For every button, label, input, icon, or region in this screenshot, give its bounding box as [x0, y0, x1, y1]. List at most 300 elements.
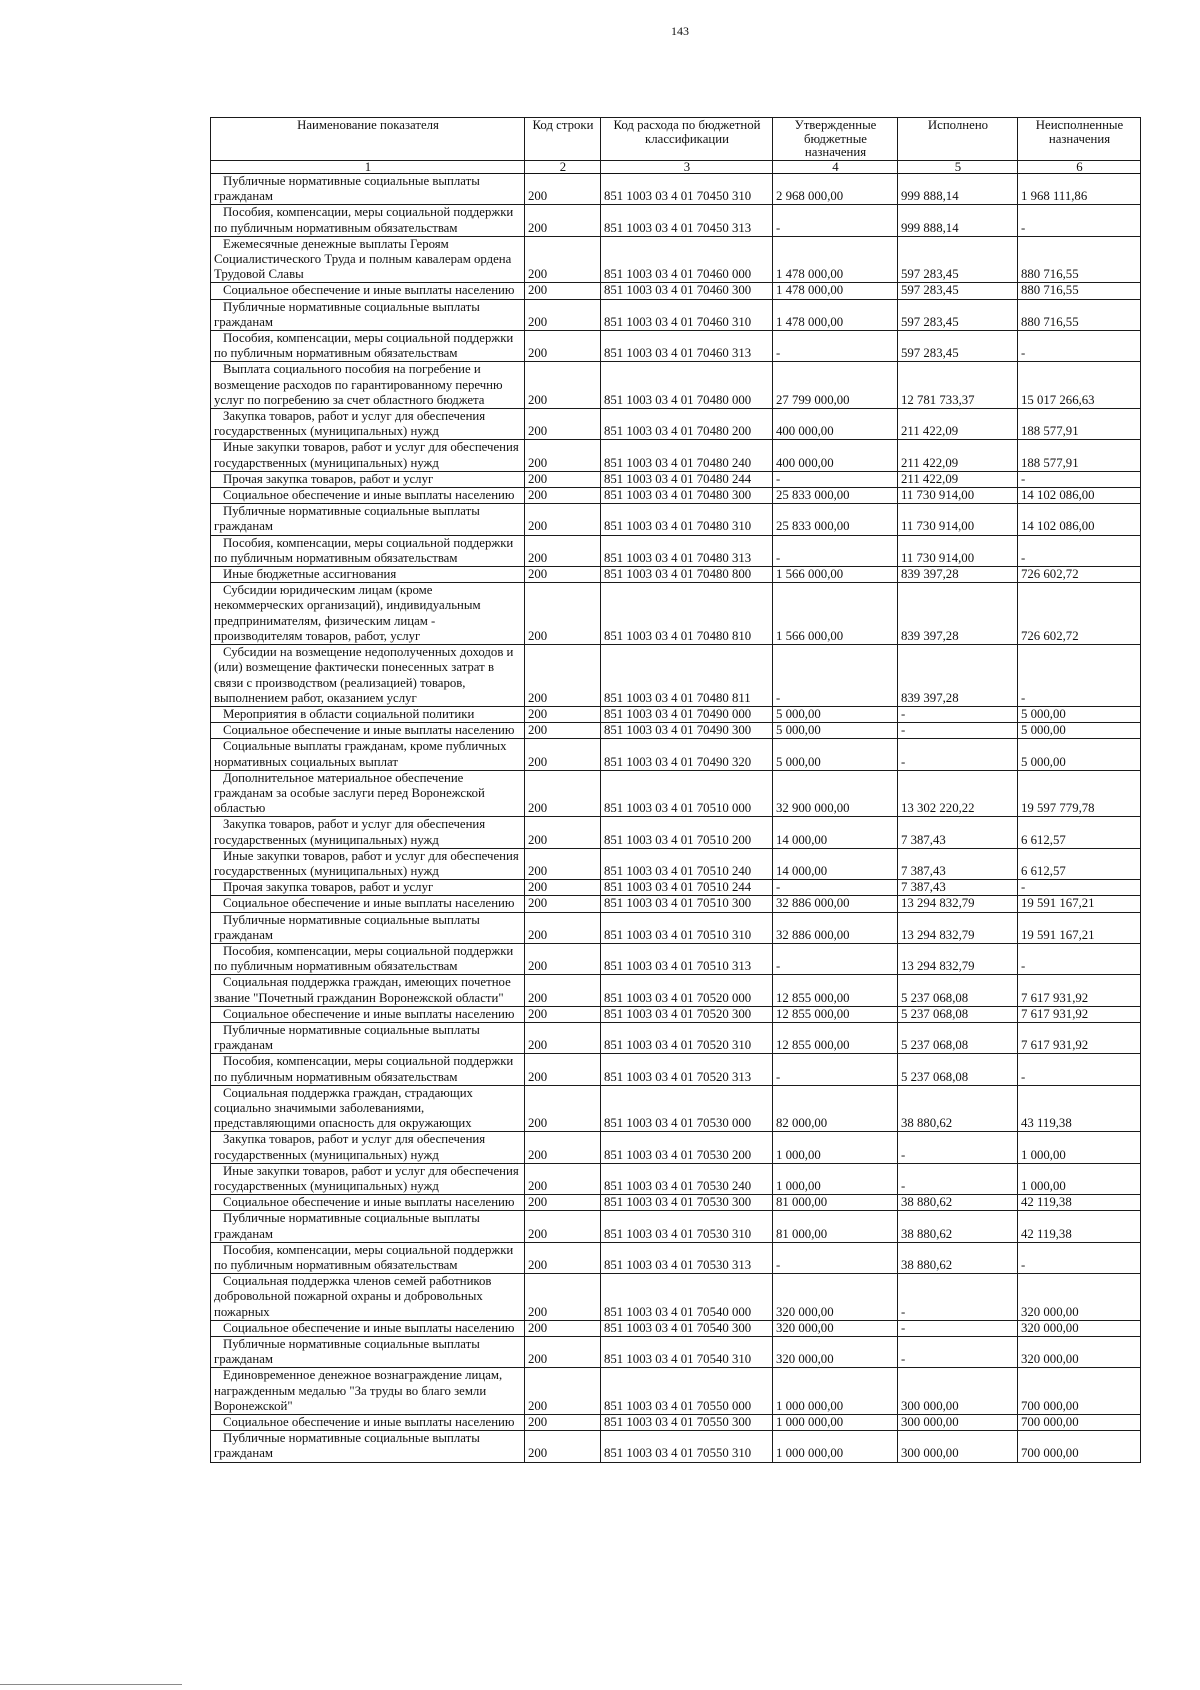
cell-indicator-name: Дополнительное материальное обеспечение гражданам за особые заслуги перед Воронежской областью: [211, 770, 525, 817]
cell-executed: 839 397,28: [898, 645, 1018, 707]
cell-indicator-name: Социальное обеспечение и иные выплаты населению: [211, 723, 525, 739]
cell-executed: 11 730 914,00: [898, 488, 1018, 504]
cell-indicator-name: Социальные выплаты гражданам, кроме публичных нормативных социальных выплат: [211, 739, 525, 770]
cell-line-code: 200: [525, 205, 601, 236]
cell-budget-code: 851 1003 03 4 01 70530 200: [601, 1132, 773, 1163]
cell-indicator-name: Социальное обеспечение и иные выплаты населению: [211, 896, 525, 912]
cell-executed: -: [898, 706, 1018, 722]
cell-unexecuted: 7 617 931,92: [1018, 975, 1141, 1006]
budget-execution-table: [210, 117, 1141, 1463]
cell-indicator-name: Пособия, компенсации, меры социальной поддержки по публичным нормативным обязательствам: [211, 331, 525, 362]
cell-unexecuted: 5 000,00: [1018, 723, 1141, 739]
cell-approved: 1 478 000,00: [773, 236, 898, 283]
cell-indicator-name: Ежемесячные денежные выплаты Героям Социалистического Труда и полным кавалерам ордена Трудовой Славы: [211, 236, 525, 283]
cell-budget-code: 851 1003 03 4 01 70520 000: [601, 975, 773, 1006]
table-row: [211, 236, 1141, 283]
cell-approved: 1 478 000,00: [773, 283, 898, 299]
cell-executed: 839 397,28: [898, 583, 1018, 645]
cell-unexecuted: 7 617 931,92: [1018, 1022, 1141, 1053]
cell-line-code: 200: [525, 362, 601, 409]
cell-indicator-name: Социальное обеспечение и иные выплаты населению: [211, 488, 525, 504]
cell-unexecuted: 880 716,55: [1018, 299, 1141, 330]
table-row: [211, 1132, 1141, 1163]
table-row: [211, 409, 1141, 440]
cell-unexecuted: 5 000,00: [1018, 706, 1141, 722]
cell-executed: 38 880,62: [898, 1242, 1018, 1273]
cell-budget-code: 851 1003 03 4 01 70530 313: [601, 1242, 773, 1273]
cell-budget-code: 851 1003 03 4 01 70510 000: [601, 770, 773, 817]
cell-line-code: 200: [525, 1431, 601, 1462]
cell-unexecuted: 19 591 167,21: [1018, 912, 1141, 943]
cell-executed: 5 237 068,08: [898, 1022, 1018, 1053]
cell-approved: 1 566 000,00: [773, 567, 898, 583]
table-row: [211, 1337, 1141, 1368]
cell-unexecuted: 188 577,91: [1018, 440, 1141, 471]
cell-indicator-name: Субсидии юридическим лицам (кроме некоммерческих организаций), индивидуальным предпринимателям, физическим лицам - производителям товаров, работ, услуг: [211, 583, 525, 645]
cell-executed: 7 387,43: [898, 848, 1018, 879]
cell-approved: 14 000,00: [773, 848, 898, 879]
cell-line-code: 200: [525, 1163, 601, 1194]
cell-unexecuted: 1 000,00: [1018, 1132, 1141, 1163]
cell-unexecuted: -: [1018, 205, 1141, 236]
cell-line-code: 200: [525, 975, 601, 1006]
cell-approved: 320 000,00: [773, 1320, 898, 1336]
cell-unexecuted: 19 597 779,78: [1018, 770, 1141, 817]
cell-budget-code: 851 1003 03 4 01 70520 310: [601, 1022, 773, 1053]
cell-unexecuted: 726 602,72: [1018, 567, 1141, 583]
cell-budget-code: 851 1003 03 4 01 70480 000: [601, 362, 773, 409]
table-row: [211, 770, 1141, 817]
cell-executed: 12 781 733,37: [898, 362, 1018, 409]
cell-approved: -: [773, 880, 898, 896]
cell-unexecuted: -: [1018, 471, 1141, 487]
cell-indicator-name: Публичные нормативные социальные выплаты гражданам: [211, 1211, 525, 1242]
cell-executed: 211 422,09: [898, 471, 1018, 487]
cell-line-code: 200: [525, 409, 601, 440]
cell-approved: 32 900 000,00: [773, 770, 898, 817]
cell-line-code: 200: [525, 283, 601, 299]
cell-approved: 12 855 000,00: [773, 1022, 898, 1053]
cell-executed: 597 283,45: [898, 299, 1018, 330]
cell-line-code: 200: [525, 567, 601, 583]
cell-unexecuted: 14 102 086,00: [1018, 488, 1141, 504]
cell-budget-code: 851 1003 03 4 01 70480 800: [601, 567, 773, 583]
cell-approved: 25 833 000,00: [773, 488, 898, 504]
cell-indicator-name: Закупка товаров, работ и услуг для обеспечения государственных (муниципальных) нужд: [211, 1132, 525, 1163]
cell-line-code: 200: [525, 723, 601, 739]
cell-unexecuted: 43 119,38: [1018, 1085, 1141, 1132]
cell-approved: 5 000,00: [773, 706, 898, 722]
table-row: [211, 1274, 1141, 1321]
cell-approved: 81 000,00: [773, 1211, 898, 1242]
table-row: [211, 1195, 1141, 1211]
table-row: [211, 1022, 1141, 1053]
cell-indicator-name: Пособия, компенсации, меры социальной поддержки по публичным нормативным обязательствам: [211, 205, 525, 236]
table-body: [211, 174, 1141, 1463]
cell-budget-code: 851 1003 03 4 01 70520 313: [601, 1054, 773, 1085]
cell-indicator-name: Социальная поддержка граждан, страдающих социально значимыми заболеваниями, представляющими опасность для окружающих: [211, 1085, 525, 1132]
header-approved: Утвержденные бюджетные назначения: [773, 118, 898, 161]
cell-line-code: 200: [525, 1368, 601, 1415]
cell-indicator-name: Прочая закупка товаров, работ и услуг: [211, 880, 525, 896]
cell-indicator-name: Публичные нормативные социальные выплаты гражданам: [211, 1022, 525, 1053]
cell-budget-code: 851 1003 03 4 01 70480 310: [601, 504, 773, 535]
cell-line-code: 200: [525, 535, 601, 566]
cell-unexecuted: 726 602,72: [1018, 583, 1141, 645]
table-row: [211, 504, 1141, 535]
cell-line-code: 200: [525, 174, 601, 205]
table-header-row: [211, 118, 1141, 161]
cell-executed: 11 730 914,00: [898, 504, 1018, 535]
cell-unexecuted: 880 716,55: [1018, 236, 1141, 283]
cell-indicator-name: Иные бюджетные ассигнования: [211, 567, 525, 583]
cell-line-code: 200: [525, 1022, 601, 1053]
cell-approved: 1 478 000,00: [773, 299, 898, 330]
cell-line-code: 200: [525, 896, 601, 912]
cell-line-code: 200: [525, 943, 601, 974]
cell-budget-code: 851 1003 03 4 01 70490 000: [601, 706, 773, 722]
table-row: [211, 471, 1141, 487]
cell-executed: 597 283,45: [898, 283, 1018, 299]
cell-executed: 38 880,62: [898, 1211, 1018, 1242]
cell-line-code: 200: [525, 912, 601, 943]
cell-indicator-name: Публичные нормативные социальные выплаты гражданам: [211, 504, 525, 535]
cell-unexecuted: -: [1018, 943, 1141, 974]
cell-executed: 5 237 068,08: [898, 1006, 1018, 1022]
cell-unexecuted: 320 000,00: [1018, 1320, 1141, 1336]
cell-unexecuted: 880 716,55: [1018, 283, 1141, 299]
cell-executed: 38 880,62: [898, 1085, 1018, 1132]
cell-unexecuted: -: [1018, 535, 1141, 566]
cell-indicator-name: Выплата социального пособия на погребение и возмещение расходов по гарантированному перечню услуг по погребению за счет областного бюджета: [211, 362, 525, 409]
table-row: [211, 174, 1141, 205]
cell-indicator-name: Публичные нормативные социальные выплаты гражданам: [211, 174, 525, 205]
cell-budget-code: 851 1003 03 4 01 70480 313: [601, 535, 773, 566]
table-row: [211, 205, 1141, 236]
cell-executed: -: [898, 1337, 1018, 1368]
cell-line-code: 200: [525, 1211, 601, 1242]
table-row: [211, 943, 1141, 974]
table-row: [211, 880, 1141, 896]
cell-executed: 839 397,28: [898, 567, 1018, 583]
cell-approved: 1 566 000,00: [773, 583, 898, 645]
cell-indicator-name: Социальное обеспечение и иные выплаты населению: [211, 1320, 525, 1336]
cell-approved: 5 000,00: [773, 723, 898, 739]
cell-unexecuted: 1 000,00: [1018, 1163, 1141, 1194]
cell-indicator-name: Прочая закупка товаров, работ и услуг: [211, 471, 525, 487]
cell-indicator-name: Иные закупки товаров, работ и услуг для обеспечения государственных (муниципальных) нужд: [211, 848, 525, 879]
table-row: [211, 896, 1141, 912]
cell-executed: 13 302 220,22: [898, 770, 1018, 817]
cell-approved: 1 000 000,00: [773, 1415, 898, 1431]
cell-indicator-name: Пособия, компенсации, меры социальной поддержки по публичным нормативным обязательствам: [211, 535, 525, 566]
table-row: [211, 1242, 1141, 1273]
cell-approved: 400 000,00: [773, 409, 898, 440]
cell-line-code: 200: [525, 1415, 601, 1431]
cell-indicator-name: Иные закупки товаров, работ и услуг для обеспечения государственных (муниципальных) нужд: [211, 440, 525, 471]
column-number: 3: [601, 160, 773, 174]
cell-executed: 597 283,45: [898, 236, 1018, 283]
cell-approved: -: [773, 331, 898, 362]
cell-unexecuted: 14 102 086,00: [1018, 504, 1141, 535]
cell-budget-code: 851 1003 03 4 01 70510 244: [601, 880, 773, 896]
cell-budget-code: 851 1003 03 4 01 70480 811: [601, 645, 773, 707]
cell-line-code: 200: [525, 1085, 601, 1132]
table-row: [211, 817, 1141, 848]
cell-executed: 211 422,09: [898, 440, 1018, 471]
cell-indicator-name: Социальное обеспечение и иные выплаты населению: [211, 1006, 525, 1022]
table-row: [211, 1368, 1141, 1415]
table-row: [211, 362, 1141, 409]
cell-budget-code: 851 1003 03 4 01 70550 000: [601, 1368, 773, 1415]
column-number: 4: [773, 160, 898, 174]
cell-unexecuted: 188 577,91: [1018, 409, 1141, 440]
cell-budget-code: 851 1003 03 4 01 70450 310: [601, 174, 773, 205]
cell-executed: -: [898, 739, 1018, 770]
table-row: [211, 1320, 1141, 1336]
cell-line-code: 200: [525, 471, 601, 487]
cell-budget-code: 851 1003 03 4 01 70510 240: [601, 848, 773, 879]
cell-budget-code: 851 1003 03 4 01 70480 200: [601, 409, 773, 440]
cell-executed: 300 000,00: [898, 1431, 1018, 1462]
cell-indicator-name: Социальное обеспечение и иные выплаты населению: [211, 1195, 525, 1211]
cell-indicator-name: Социальная поддержка граждан, имеющих почетное звание "Почетный гражданин Воронежской области": [211, 975, 525, 1006]
table-row: [211, 706, 1141, 722]
cell-line-code: 200: [525, 1054, 601, 1085]
cell-indicator-name: Публичные нормативные социальные выплаты гражданам: [211, 299, 525, 330]
cell-line-code: 200: [525, 1320, 601, 1336]
cell-executed: 211 422,09: [898, 409, 1018, 440]
cell-unexecuted: 700 000,00: [1018, 1431, 1141, 1462]
cell-executed: 999 888,14: [898, 205, 1018, 236]
cell-indicator-name: Единовременное денежное вознаграждение лицам, награжденным медалью "За труды во благо земли Воронежской": [211, 1368, 525, 1415]
cell-executed: 7 387,43: [898, 817, 1018, 848]
cell-approved: 5 000,00: [773, 739, 898, 770]
cell-unexecuted: 6 612,57: [1018, 848, 1141, 879]
table-row: [211, 912, 1141, 943]
cell-line-code: 200: [525, 583, 601, 645]
cell-executed: -: [898, 1274, 1018, 1321]
cell-approved: 1 000 000,00: [773, 1431, 898, 1462]
table-row: [211, 1431, 1141, 1462]
cell-approved: 320 000,00: [773, 1274, 898, 1321]
header-line-code: Код строки: [525, 118, 601, 161]
cell-unexecuted: 6 612,57: [1018, 817, 1141, 848]
cell-line-code: 200: [525, 1132, 601, 1163]
table-row: [211, 1006, 1141, 1022]
cell-line-code: 200: [525, 848, 601, 879]
cell-indicator-name: Субсидии на возмещение недополученных доходов и (или) возмещение фактически понесенных затрат в связи с производством (реализацией) товаров, выполнением работ, оказанием услуг: [211, 645, 525, 707]
table-row: [211, 1415, 1141, 1431]
cell-indicator-name: Закупка товаров, работ и услуг для обеспечения государственных (муниципальных) нужд: [211, 817, 525, 848]
cell-indicator-name: Иные закупки товаров, работ и услуг для обеспечения государственных (муниципальных) нужд: [211, 1163, 525, 1194]
cell-line-code: 200: [525, 236, 601, 283]
cell-budget-code: 851 1003 03 4 01 70490 300: [601, 723, 773, 739]
cell-approved: 32 886 000,00: [773, 912, 898, 943]
cell-unexecuted: 1 968 111,86: [1018, 174, 1141, 205]
table-row: [211, 535, 1141, 566]
cell-indicator-name: Закупка товаров, работ и услуг для обеспечения государственных (муниципальных) нужд: [211, 409, 525, 440]
cell-unexecuted: -: [1018, 645, 1141, 707]
cell-executed: 300 000,00: [898, 1415, 1018, 1431]
cell-approved: 82 000,00: [773, 1085, 898, 1132]
cell-approved: 27 799 000,00: [773, 362, 898, 409]
cell-indicator-name: Публичные нормативные социальные выплаты гражданам: [211, 1337, 525, 1368]
cell-executed: 13 294 832,79: [898, 912, 1018, 943]
cell-approved: -: [773, 1054, 898, 1085]
cell-executed: -: [898, 1320, 1018, 1336]
cell-budget-code: 851 1003 03 4 01 70510 300: [601, 896, 773, 912]
cell-unexecuted: 700 000,00: [1018, 1415, 1141, 1431]
scan-edge-mark: [0, 1684, 182, 1685]
cell-line-code: 200: [525, 880, 601, 896]
cell-line-code: 200: [525, 440, 601, 471]
cell-unexecuted: 7 617 931,92: [1018, 1006, 1141, 1022]
cell-line-code: 200: [525, 645, 601, 707]
cell-executed: -: [898, 1132, 1018, 1163]
cell-approved: -: [773, 205, 898, 236]
table-row: [211, 440, 1141, 471]
cell-approved: -: [773, 943, 898, 974]
cell-budget-code: 851 1003 03 4 01 70530 310: [601, 1211, 773, 1242]
cell-budget-code: 851 1003 03 4 01 70510 313: [601, 943, 773, 974]
cell-unexecuted: 700 000,00: [1018, 1368, 1141, 1415]
table-row: [211, 331, 1141, 362]
cell-budget-code: 851 1003 03 4 01 70530 300: [601, 1195, 773, 1211]
header-budget-code: Код расхода по бюджетной классификации: [601, 118, 773, 161]
cell-indicator-name: Пособия, компенсации, меры социальной поддержки по публичным нормативным обязательствам: [211, 943, 525, 974]
table-row: [211, 1163, 1141, 1194]
cell-budget-code: 851 1003 03 4 01 70540 000: [601, 1274, 773, 1321]
cell-budget-code: 851 1003 03 4 01 70530 240: [601, 1163, 773, 1194]
cell-approved: 32 886 000,00: [773, 896, 898, 912]
cell-budget-code: 851 1003 03 4 01 70540 300: [601, 1320, 773, 1336]
table-row: [211, 299, 1141, 330]
table-row: [211, 1085, 1141, 1132]
cell-unexecuted: 42 119,38: [1018, 1211, 1141, 1242]
cell-unexecuted: 15 017 266,63: [1018, 362, 1141, 409]
cell-executed: 38 880,62: [898, 1195, 1018, 1211]
cell-executed: 7 387,43: [898, 880, 1018, 896]
cell-budget-code: 851 1003 03 4 01 70490 320: [601, 739, 773, 770]
cell-line-code: 200: [525, 1006, 601, 1022]
cell-approved: 1 000 000,00: [773, 1368, 898, 1415]
cell-unexecuted: 320 000,00: [1018, 1274, 1141, 1321]
cell-unexecuted: -: [1018, 880, 1141, 896]
cell-budget-code: 851 1003 03 4 01 70460 313: [601, 331, 773, 362]
cell-line-code: 200: [525, 504, 601, 535]
table-row: [211, 975, 1141, 1006]
cell-approved: 400 000,00: [773, 440, 898, 471]
cell-executed: 13 294 832,79: [898, 943, 1018, 974]
cell-budget-code: 851 1003 03 4 01 70550 300: [601, 1415, 773, 1431]
cell-indicator-name: Пособия, компенсации, меры социальной поддержки по публичным нормативным обязательствам: [211, 1054, 525, 1085]
cell-approved: -: [773, 645, 898, 707]
cell-budget-code: 851 1003 03 4 01 70480 810: [601, 583, 773, 645]
cell-unexecuted: -: [1018, 1242, 1141, 1273]
cell-approved: 12 855 000,00: [773, 975, 898, 1006]
cell-unexecuted: 19 591 167,21: [1018, 896, 1141, 912]
header-executed: Исполнено: [898, 118, 1018, 161]
cell-approved: -: [773, 535, 898, 566]
column-number: 1: [211, 160, 525, 174]
cell-approved: 1 000,00: [773, 1163, 898, 1194]
cell-budget-code: 851 1003 03 4 01 70450 313: [601, 205, 773, 236]
table-row: [211, 645, 1141, 707]
cell-line-code: 200: [525, 770, 601, 817]
table-row: [211, 848, 1141, 879]
cell-executed: -: [898, 1163, 1018, 1194]
cell-approved: -: [773, 1242, 898, 1273]
cell-executed: 5 237 068,08: [898, 975, 1018, 1006]
table-row: [211, 1054, 1141, 1085]
column-number: 2: [525, 160, 601, 174]
cell-budget-code: 851 1003 03 4 01 70510 200: [601, 817, 773, 848]
column-number: 5: [898, 160, 1018, 174]
cell-budget-code: 851 1003 03 4 01 70520 300: [601, 1006, 773, 1022]
cell-indicator-name: Пособия, компенсации, меры социальной поддержки по публичным нормативным обязательствам: [211, 1242, 525, 1273]
cell-budget-code: 851 1003 03 4 01 70460 000: [601, 236, 773, 283]
cell-approved: 2 968 000,00: [773, 174, 898, 205]
cell-unexecuted: -: [1018, 331, 1141, 362]
cell-approved: 14 000,00: [773, 817, 898, 848]
cell-executed: 300 000,00: [898, 1368, 1018, 1415]
cell-budget-code: 851 1003 03 4 01 70510 310: [601, 912, 773, 943]
table-row: [211, 488, 1141, 504]
cell-line-code: 200: [525, 817, 601, 848]
cell-budget-code: 851 1003 03 4 01 70540 310: [601, 1337, 773, 1368]
cell-indicator-name: Социальное обеспечение и иные выплаты населению: [211, 1415, 525, 1431]
cell-line-code: 200: [525, 1274, 601, 1321]
cell-executed: 597 283,45: [898, 331, 1018, 362]
cell-budget-code: 851 1003 03 4 01 70460 310: [601, 299, 773, 330]
page-number: 143: [671, 24, 689, 38]
header-indicator-name: Наименование показателя: [211, 118, 525, 161]
cell-line-code: 200: [525, 1242, 601, 1273]
cell-line-code: 200: [525, 299, 601, 330]
cell-executed: 999 888,14: [898, 174, 1018, 205]
cell-indicator-name: Публичные нормативные социальные выплаты гражданам: [211, 1431, 525, 1462]
header-unexecuted: Неисполненные назначения: [1018, 118, 1141, 161]
cell-budget-code: 851 1003 03 4 01 70530 000: [601, 1085, 773, 1132]
cell-budget-code: 851 1003 03 4 01 70480 244: [601, 471, 773, 487]
cell-unexecuted: 5 000,00: [1018, 739, 1141, 770]
table-row: [211, 1211, 1141, 1242]
table-row: [211, 567, 1141, 583]
cell-indicator-name: Социальная поддержка членов семей работников добровольной пожарной охраны и добровольных пожарных: [211, 1274, 525, 1321]
cell-budget-code: 851 1003 03 4 01 70550 310: [601, 1431, 773, 1462]
cell-executed: 11 730 914,00: [898, 535, 1018, 566]
column-number-row: [211, 160, 1141, 174]
cell-executed: 13 294 832,79: [898, 896, 1018, 912]
cell-executed: 5 237 068,08: [898, 1054, 1018, 1085]
cell-approved: 12 855 000,00: [773, 1006, 898, 1022]
cell-unexecuted: -: [1018, 1054, 1141, 1085]
cell-unexecuted: 42 119,38: [1018, 1195, 1141, 1211]
table-row: [211, 739, 1141, 770]
cell-line-code: 200: [525, 739, 601, 770]
cell-approved: 25 833 000,00: [773, 504, 898, 535]
cell-approved: -: [773, 471, 898, 487]
table-row: [211, 723, 1141, 739]
table-row: [211, 583, 1141, 645]
cell-approved: 320 000,00: [773, 1337, 898, 1368]
cell-budget-code: 851 1003 03 4 01 70460 300: [601, 283, 773, 299]
cell-executed: -: [898, 723, 1018, 739]
cell-budget-code: 851 1003 03 4 01 70480 300: [601, 488, 773, 504]
cell-indicator-name: Мероприятия в области социальной политики: [211, 706, 525, 722]
table-row: [211, 283, 1141, 299]
